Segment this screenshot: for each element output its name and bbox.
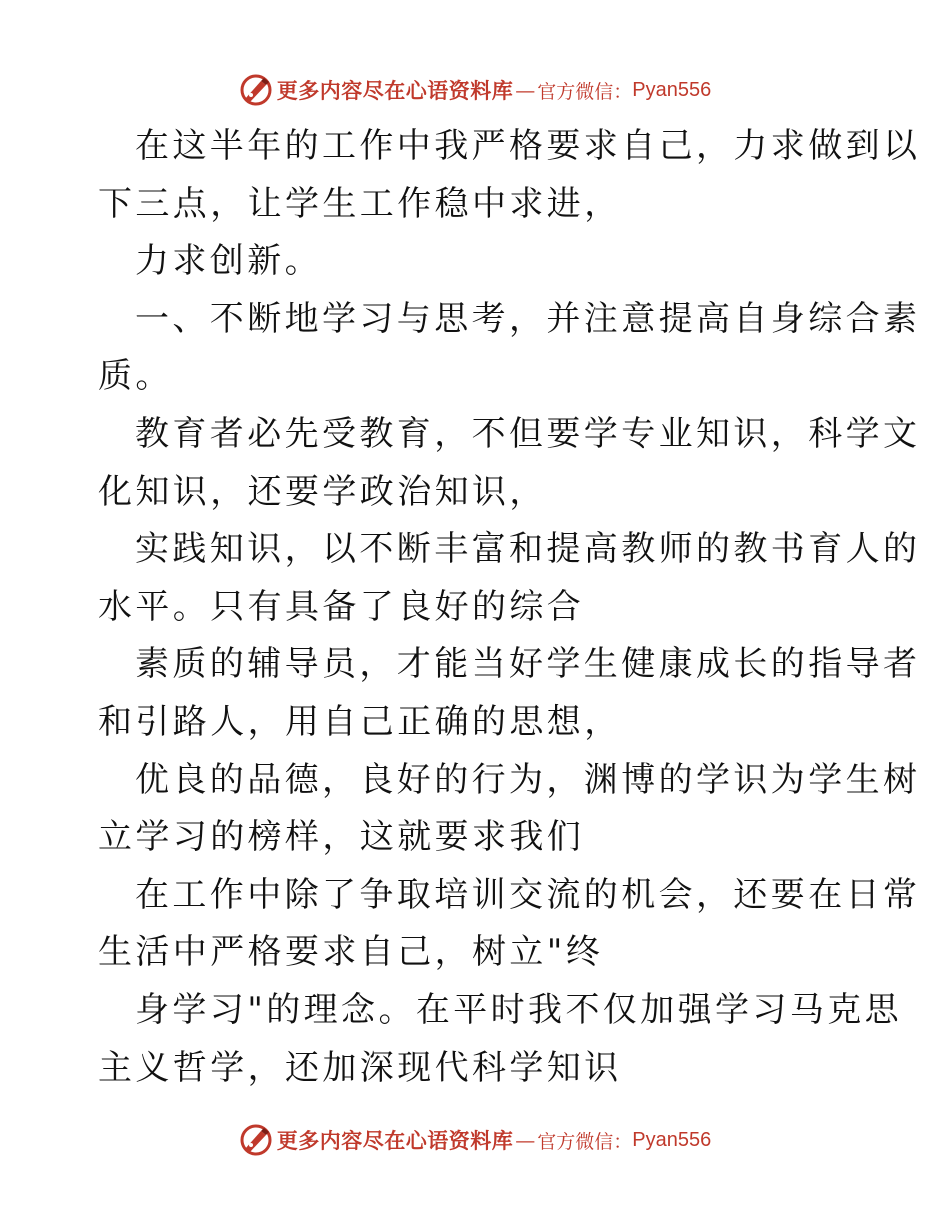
text-line: 和引路人，用自己正确的思想， [98,701,622,742]
text-line: 水平。只有具备了良好的综合 [98,586,585,627]
banner-wechat-id: Pyan556 [632,1128,712,1151]
text-line: 质。 [98,356,173,397]
text-line: 力求创新。 [135,241,322,282]
text-line: 化知识，还要学政治知识， [98,471,547,512]
text-line: 生活中严格要求自己，树立"终 [98,932,604,973]
text-line: 下三点，让学生工作稳中求进， [98,183,622,224]
footer-banner [0,1120,950,1160]
text-line: 优良的品德，良好的行为，渊博的学识为学生树 [135,759,921,800]
banner-wechat-label: 官方微信： [537,80,633,103]
text-line: 实践知识，以不断丰富和提高教师的教书育人的 [135,529,921,570]
banner-wechat-id: Pyan556 [632,78,712,101]
document-body [98,118,921,1097]
header-banner [0,70,950,110]
banner-title: 更多内容尽在心语资料库 [276,78,514,103]
text-line: 在工作中除了争取培训交流的机会，还要在日常 [135,874,921,915]
text-line: 教育者必先受教育，不但要学专业知识，科学文 [135,413,921,454]
text-line: 素质的辅导员，才能当好学生健康成长的指导者 [135,644,921,685]
text-line: 身学习"的理念。在平时我不仅加强学习马克思 [135,989,903,1030]
text-line: 在这半年的工作中我严格要求自己，力求做到以 [135,126,921,166]
text-line: 一、不断地学习与思考，并注意提高自身综合素 [135,298,921,339]
text-line: 主义哲学，还加深现代科学知识 [98,1047,622,1088]
pen-logo-icon [239,73,273,107]
banner-separator: — [515,1128,536,1152]
banner-title: 更多内容尽在心语资料库 [276,1128,514,1153]
banner-wechat-label: 官方微信： [537,1130,633,1153]
banner-separator: — [515,78,536,102]
pen-logo-icon [239,1123,273,1157]
text-line: 立学习的榜样，这就要求我们 [98,817,585,858]
